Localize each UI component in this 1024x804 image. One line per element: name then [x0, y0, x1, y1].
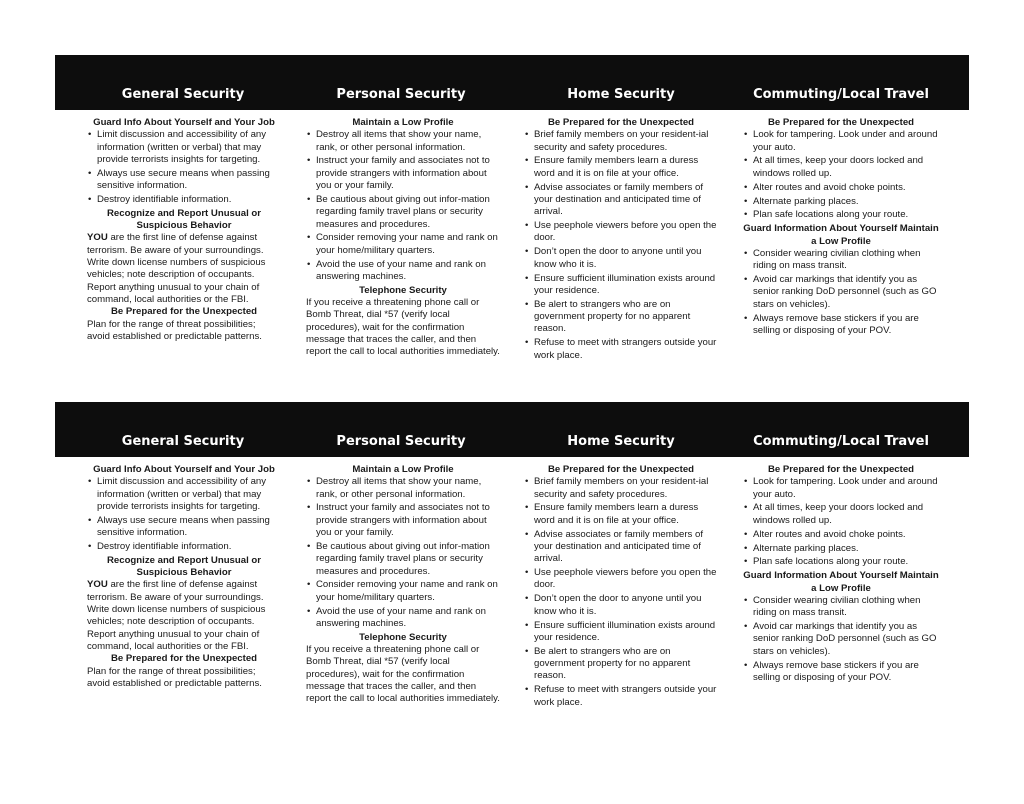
list-item: • At all times, keep your doors locked and windows rolled up.: [743, 155, 939, 180]
subheading: Telephone Security: [359, 284, 447, 296]
subheading: Guard Info About Yourself and Your Job: [93, 464, 275, 475]
list-item: • Destroy all items that show your name, rank, or other personal information.: [306, 129, 500, 154]
paragraph: [87, 232, 281, 306]
list-item: • Consider removing your name and rank on your home/military quarters.: [306, 232, 500, 257]
list-item: • Destroy all items that show your name, rank, or other personal information.: [306, 476, 500, 501]
security-card: [55, 55, 969, 385]
paragraph: If you receive a threatening phone call or Bomb Threat, dial *57 (verify local procedures), wait for the confirmation message that traces the caller, and then report the call to local authorities immediately.: [306, 644, 500, 705]
subheading: Be Prepared for the Unexpected: [547, 117, 695, 128]
list-item: • Always use secure means when passing sensitive information.: [87, 515, 281, 540]
list-item: • Plan safe locations along your route.: [743, 556, 939, 568]
bullet-list: [743, 476, 939, 568]
home-security-column: [524, 464, 718, 710]
home-security-column: [524, 117, 718, 363]
heading-general-security: General Security: [121, 87, 245, 102]
list-item: • Look for tampering. Look under and around your auto.: [743, 476, 939, 501]
heading-personal-security: Personal Security: [336, 87, 466, 102]
list-item: • Look for tampering. Look under and around your auto.: [743, 129, 939, 154]
list-item: • Alternate parking places.: [743, 196, 939, 208]
heading-commuting-local-travel: Commuting/Local Travel: [753, 87, 929, 102]
list-item: • Don’t open the door to anyone until you know who it is.: [524, 593, 718, 618]
header-banner: [55, 55, 969, 110]
list-item: • Always use secure means when passing sensitive information.: [87, 168, 281, 193]
bullet-list: [524, 129, 718, 362]
paragraph: Plan for the range of threat possibilities; avoid established or predictable patterns.: [87, 318, 262, 342]
list-item: • Brief family members on your resident-ial security and safety procedures.: [524, 476, 718, 501]
list-item: • Advise associates or family members of your destination and anticipated time of arrival.: [524, 182, 718, 219]
subheading: Telephone Security: [359, 631, 447, 643]
list-item: • Plan safe locations along your route.: [743, 209, 939, 221]
subheading: Maintain a Low Profile: [352, 464, 454, 475]
list-item: • Limit discussion and accessibility of any information (written or verbal) that may provide terrorists insights for targeting.: [87, 476, 281, 513]
list-item: • Advise associates or family members of your destination and anticipated time of arrival.: [524, 529, 718, 566]
list-item: • Always remove base stickers if you are selling or disposing of your POV.: [743, 313, 939, 338]
bullet-list: [743, 129, 939, 221]
list-item: • Don’t open the door to anyone until you know who it is.: [524, 246, 718, 271]
bullet-list: [306, 476, 500, 630]
you-emphasis: YOU: [87, 579, 108, 591]
subheading: Guard Information About Yourself Maintain a Low Profile: [743, 223, 939, 247]
list-item: • Avoid the use of your name and rank on answering machines.: [306, 606, 500, 631]
list-item: • Limit discussion and accessibility of any information (written or verbal) that may provide terrorists insights for targeting.: [87, 129, 281, 166]
you-emphasis: YOU: [87, 232, 108, 244]
subheading: Guard Info About Yourself and Your Job: [93, 117, 275, 128]
paragraph-text: are the first line of defense against terrorism. Be aware of your surroundings. Write down license numbers of suspicious vehicles; note description of occupants. Report anything unusual to your chain of command, local authorities or the FBI.: [87, 579, 266, 652]
list-item: • Consider removing your name and rank on your home/military quarters.: [306, 579, 500, 604]
list-item: • Refuse to meet with strangers outside your work place.: [524, 337, 718, 362]
list-item: • Ensure sufficient illumination exists around your residence.: [524, 273, 718, 298]
subheading: Be Prepared for the Unexpected: [110, 306, 258, 318]
list-item: • Ensure family members learn a duress word and it is on file at your office.: [524, 502, 718, 527]
general-security-column: [87, 464, 281, 690]
list-item: • Alter routes and avoid choke points.: [743, 529, 939, 541]
subheading: Guard Information About Yourself Maintain a Low Profile: [743, 570, 939, 594]
list-item: • Avoid the use of your name and rank on answering machines.: [306, 259, 500, 284]
heading-home-security: Home Security: [567, 87, 675, 102]
list-item: • Avoid car markings that identify you as senior ranking DoD personnel (such as GO stars on vehicles).: [743, 621, 939, 658]
general-security-column: [87, 117, 281, 343]
security-card: [55, 402, 969, 732]
list-item: • Consider wearing civilian clothing when riding on mass transit.: [743, 595, 939, 620]
heading-home-security: Home Security: [567, 434, 675, 449]
bullet-list: [743, 248, 939, 337]
bullet-list: [306, 129, 500, 283]
list-item: • Be cautious about giving out infor-mation regarding family travel plans or security measures and procedures.: [306, 541, 500, 578]
list-item: • Ensure sufficient illumination exists around your residence.: [524, 620, 718, 645]
subheading: Be Prepared for the Unexpected: [767, 464, 915, 475]
paragraph: Plan for the range of threat possibilities; avoid established or predictable patterns.: [87, 665, 262, 689]
bullet-list: [524, 476, 718, 709]
list-item: • Refuse to meet with strangers outside your work place.: [524, 684, 718, 709]
list-item: • Use peephole viewers before you open the door.: [524, 220, 718, 245]
paragraph: If you receive a threatening phone call or Bomb Threat, dial *57 (verify local procedures), wait for the confirmation message that traces the caller, and then report the call to local authorities immediately.: [306, 297, 500, 358]
heading-commuting-local-travel: Commuting/Local Travel: [753, 434, 929, 449]
paragraph: [87, 579, 281, 653]
subheading: Recognize and Report Unusual or Suspicious Behavior: [106, 207, 262, 232]
subheading: Be Prepared for the Unexpected: [547, 464, 695, 475]
list-item: • Be cautious about giving out infor-mation regarding family travel plans or security measures and procedures.: [306, 194, 500, 231]
list-item: • Alter routes and avoid choke points.: [743, 182, 939, 194]
list-item: • Be alert to strangers who are on government property for no apparent reason.: [524, 299, 718, 336]
list-item: • Brief family members on your resident-ial security and safety procedures.: [524, 129, 718, 154]
header-banner: [55, 402, 969, 457]
list-item: • Instruct your family and associates not to provide strangers with information about you or your family.: [306, 155, 500, 192]
heading-personal-security: Personal Security: [336, 434, 466, 449]
list-item: • Use peephole viewers before you open the door.: [524, 567, 718, 592]
bullet-list: [87, 476, 281, 553]
bullet-list: [87, 129, 281, 206]
list-item: • Always remove base stickers if you are selling or disposing of your POV.: [743, 660, 939, 685]
personal-security-column: [306, 117, 500, 359]
list-item: • Instruct your family and associates not to provide strangers with information about you or your family.: [306, 502, 500, 539]
list-item: • Avoid car markings that identify you as senior ranking DoD personnel (such as GO stars on vehicles).: [743, 274, 939, 311]
list-item: • Ensure family members learn a duress word and it is on file at your office.: [524, 155, 718, 180]
bullet-list: [743, 595, 939, 684]
subheading: Be Prepared for the Unexpected: [110, 653, 258, 665]
commuting-column: [743, 117, 939, 339]
list-item: • Be alert to strangers who are on government property for no apparent reason.: [524, 646, 718, 683]
list-item: • Destroy identifiable information.: [87, 194, 281, 206]
list-item: • Destroy identifiable information.: [87, 541, 281, 553]
list-item: • At all times, keep your doors locked and windows rolled up.: [743, 502, 939, 527]
paragraph-text: are the first line of defense against terrorism. Be aware of your surroundings. Write down license numbers of suspicious vehicles; note description of occupants. Report anything unusual to your chain of command, local authorities or the FBI.: [87, 232, 266, 305]
subheading: Be Prepared for the Unexpected: [767, 117, 915, 128]
list-item: • Alternate parking places.: [743, 543, 939, 555]
subheading: Maintain a Low Profile: [352, 117, 454, 128]
heading-general-security: General Security: [121, 434, 245, 449]
subheading: Recognize and Report Unusual or Suspicious Behavior: [106, 554, 262, 579]
personal-security-column: [306, 464, 500, 706]
list-item: • Consider wearing civilian clothing when riding on mass transit.: [743, 248, 939, 273]
commuting-column: [743, 464, 939, 686]
